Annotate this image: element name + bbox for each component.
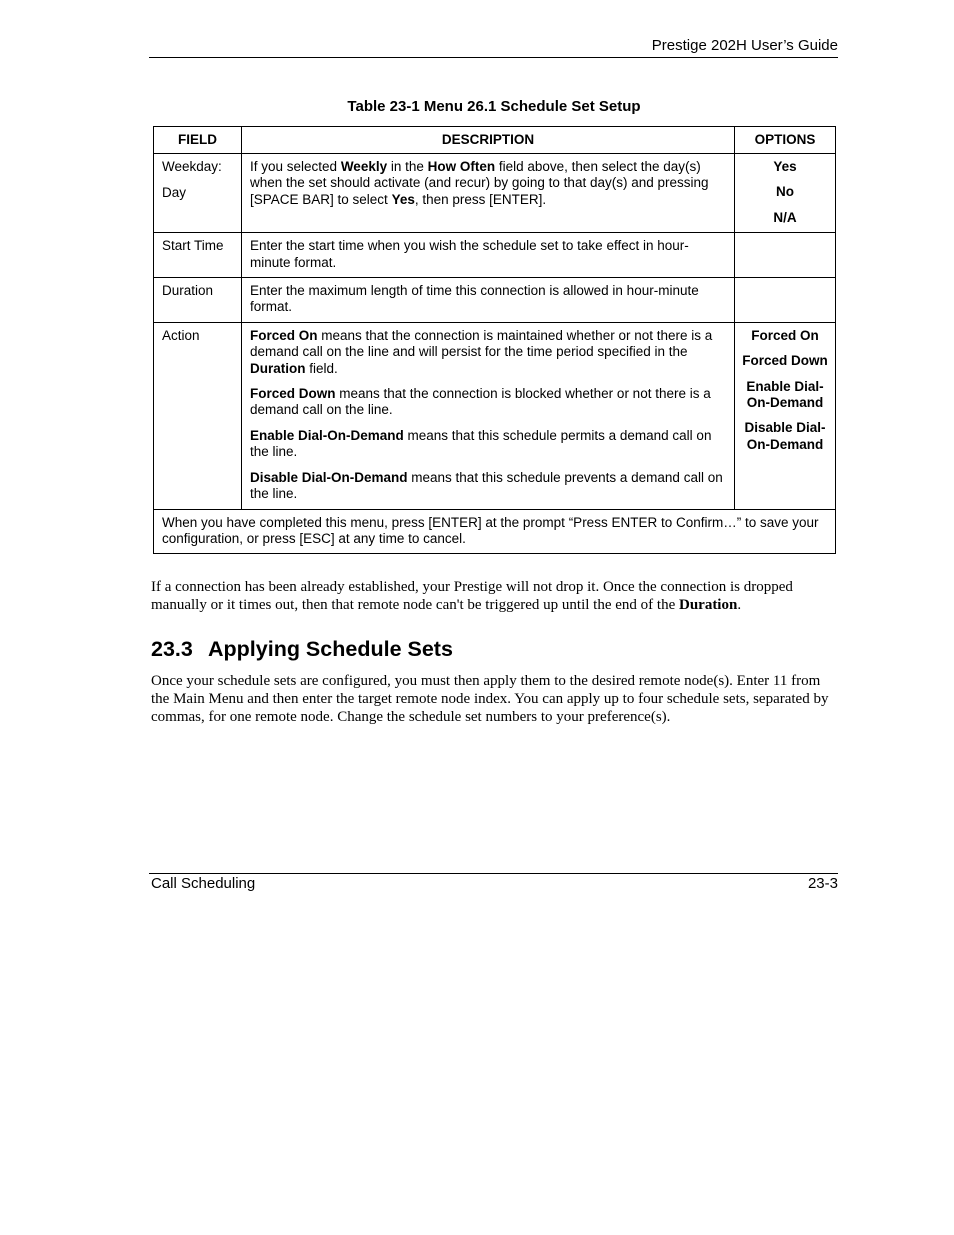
section-title: Applying Schedule Sets [208, 637, 453, 661]
table-row [154, 278, 836, 323]
field-cell [154, 154, 242, 233]
footer-page-number: 23-3 [807, 875, 838, 892]
table-note-row [154, 509, 836, 554]
description-cell [242, 154, 735, 233]
description-text: field. [305, 360, 338, 376]
text-run: If a connection has been already established, your Prestige will not drop it. Once the connection is dropped manually or it times out, then that remote node can't be triggered up until the end of the [151, 579, 793, 613]
description-text: means that this schedule permits a demand call on the line. [250, 427, 712, 460]
field-name: Start Time [162, 238, 224, 254]
table-caption: Table 23-1 Menu 26.1 Schedule Set Setup [347, 98, 641, 115]
description-paragraph [250, 428, 726, 461]
description-paragraph [250, 328, 726, 377]
field-name: Duration [162, 283, 214, 299]
description-text: Enter the start time when you wish the schedule set to take effect in hour-minute format. [250, 238, 689, 270]
description-paragraph [250, 386, 726, 419]
description-paragraph [250, 159, 726, 208]
table-body [154, 154, 836, 510]
description-term: Yes [391, 191, 415, 207]
running-header: Prestige 202H User’s Guide [651, 37, 838, 54]
table-row [154, 154, 836, 233]
option-value: Yes [773, 159, 797, 174]
footer-chapter: Call Scheduling [151, 875, 256, 892]
table-row [154, 233, 836, 278]
field-name: Weekday: [162, 159, 222, 174]
options-cell [735, 322, 836, 509]
description-text: means that this schedule prevents a demand call on the line. [250, 469, 723, 502]
options-cell [735, 154, 836, 233]
option-value: N/A [773, 209, 797, 225]
section-number: 23.3 [151, 637, 193, 661]
description-term: Weekly [340, 159, 388, 174]
description-paragraph [250, 470, 726, 503]
footer-rule [149, 873, 838, 874]
option-value: Forced Down [742, 353, 828, 369]
field-name: Action [162, 327, 200, 343]
option-value: Disable Dial-On-Demand [744, 420, 826, 452]
description-paragraph [250, 238, 726, 271]
option-value: Forced On [751, 327, 819, 343]
table-row [154, 322, 836, 509]
option-value: Enable Dial-On-Demand [746, 378, 824, 411]
description-term: Forced On [250, 327, 318, 343]
description-text: in the [387, 159, 428, 174]
text-run-bold: Duration [678, 597, 738, 613]
description-term: Disable Dial-On-Demand [250, 469, 408, 485]
schedule-set-table [153, 126, 836, 554]
column-header-options: OPTIONS [735, 127, 836, 154]
field-cell [154, 233, 242, 278]
description-term: Duration [250, 360, 306, 376]
field-cell [154, 322, 242, 509]
option-value: No [776, 184, 794, 200]
description-term: How Often [427, 159, 496, 174]
description-paragraph [250, 283, 726, 316]
field-name: Day [162, 185, 187, 201]
description-text: means that the connection is blocked whether or not there is a demand call on the line. [250, 386, 711, 418]
description-term: Forced Down [250, 386, 336, 402]
text-run: . [737, 597, 742, 613]
column-header-field: FIELD [154, 127, 242, 154]
table-header-row [154, 127, 836, 154]
description-text: means that the connection is maintained whether or not there is a demand call on the line and will persist for the time period specified in the [250, 327, 713, 360]
description-text: , then press [ENTER]. [414, 191, 547, 207]
table-note: When you have completed this menu, press [ENTER] at the prompt “Press ENTER to Confirm…” to save your configuration, or press [ESC] at any time to cancel. [154, 509, 836, 554]
options-cell [735, 278, 836, 323]
paragraph-applying-schedule-sets: Once your schedule sets are configured, you must then apply them to the desired remote node(s). Enter 11 from the Main Menu and then enter the target remote node index. You can apply up to four schedule sets, separated by commas, for one remote node. Change the schedule set numbers to your preference(s). [151, 673, 829, 725]
description-cell [242, 233, 735, 278]
header-rule [149, 57, 838, 58]
paragraph-connection-note [151, 578, 838, 614]
description-text: If you selected [250, 159, 341, 174]
options-cell [735, 233, 836, 278]
field-cell [154, 278, 242, 323]
description-cell [242, 322, 735, 509]
description-text: field above, then select the day(s) when the set should activate (and recur) by going to that day(s) and pressing [SPACE BAR] to select [250, 159, 709, 207]
description-term: Enable Dial-On-Demand [250, 427, 404, 443]
description-cell [242, 278, 735, 323]
column-header-description: DESCRIPTION [242, 127, 735, 154]
section-heading [151, 636, 453, 662]
description-text: Enter the maximum length of time this connection is allowed in hour-minute format. [250, 283, 699, 315]
